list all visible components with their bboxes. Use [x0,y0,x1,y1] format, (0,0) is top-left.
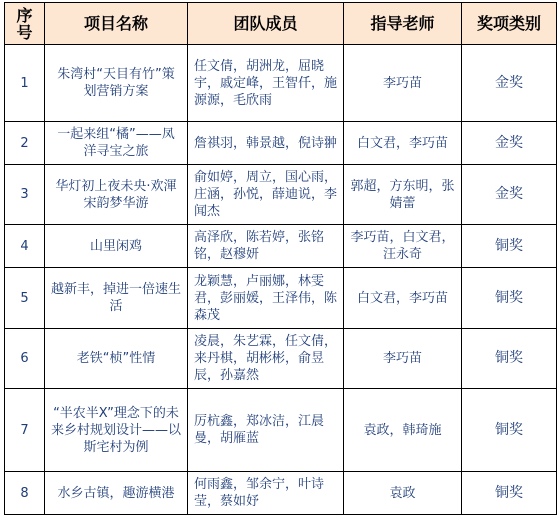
award-table-container [4,2,556,515]
cell-index: 3 [5,165,45,225]
cell-advisor: 袁政 [344,472,462,515]
table-row [5,122,557,165]
table-row [5,165,557,225]
cell-index: 1 [5,45,45,122]
cell-index: 6 [5,329,45,389]
cell-advisor: 白文君，李巧苗 [344,122,462,165]
cell-project: 越新丰，掉进一倍速生活 [45,268,188,329]
cell-advisor: 李巧苗 [344,329,462,389]
header-index: 序号 [5,3,45,45]
cell-award: 金奖 [462,122,557,165]
award-table [4,2,557,515]
cell-members: 厉杭鑫，郑冰洁，江晨曼，胡雁蓝 [188,389,344,472]
cell-award: 铜奖 [462,225,557,268]
table-header [5,3,557,45]
cell-members: 何雨鑫，邹余宁，叶诗莹，蔡如妤 [188,472,344,515]
cell-index: 5 [5,268,45,329]
cell-index: 8 [5,472,45,515]
cell-index: 4 [5,225,45,268]
table-row [5,45,557,122]
cell-members: 凌晨，朱艺霖，任文倩，来丹棋，胡彬彬，俞昱辰，孙嘉然 [188,329,344,389]
table-row [5,389,557,472]
header-row [5,3,557,45]
header-award: 奖项类别 [462,3,557,45]
cell-project: 老铁“桢”性情 [45,329,188,389]
cell-award: 铜奖 [462,389,557,472]
cell-members: 高泽欣，陈若婷，张铭铭，赵穆妍 [188,225,344,268]
table-row [5,225,557,268]
cell-members: 詹祺羽，韩景越，倪诗翀 [188,122,344,165]
cell-advisor: 郭超，方东明，张婧蕾 [344,165,462,225]
cell-project: “半农半X”理念下的未来乡村规划设计——以斯宅村为例 [45,389,188,472]
cell-advisor: 白文君，李巧苗 [344,268,462,329]
cell-project: 华灯初上夜未央·欢渾宋韵梦华游 [45,165,188,225]
header-project: 项目名称 [45,3,188,45]
cell-members: 任文倩，胡洲龙，屈晓宇，戚定峰，王智仟，施源源，毛欣雨 [188,45,344,122]
cell-members: 龙颖慧，卢丽娜，林雯君，彭丽媛，王泽伟，陈森茂 [188,268,344,329]
cell-award: 金奖 [462,45,557,122]
cell-project: 水乡古镇，趣游横港 [45,472,188,515]
cell-members: 俞如婷，周立，国心雨，庄涵，孙悦，薛迪说，李闻杰 [188,165,344,225]
cell-award: 铜奖 [462,329,557,389]
cell-advisor: 李巧苗，白文君，汪永奇 [344,225,462,268]
cell-project: 一起来组“橘”——凤洋寻宝之旅 [45,122,188,165]
cell-award: 铜奖 [462,268,557,329]
cell-award: 铜奖 [462,472,557,515]
cell-advisor: 李巧苗 [344,45,462,122]
table-row [5,268,557,329]
table-body [5,45,557,515]
cell-advisor: 袁政，韩琦施 [344,389,462,472]
cell-project: 山里闲鸡 [45,225,188,268]
table-row [5,472,557,515]
cell-project: 朱湾村“天目有竹”策划营销方案 [45,45,188,122]
cell-award: 金奖 [462,165,557,225]
cell-index: 2 [5,122,45,165]
header-advisor: 指导老师 [344,3,462,45]
table-row [5,329,557,389]
header-members: 团队成员 [188,3,344,45]
cell-index: 7 [5,389,45,472]
